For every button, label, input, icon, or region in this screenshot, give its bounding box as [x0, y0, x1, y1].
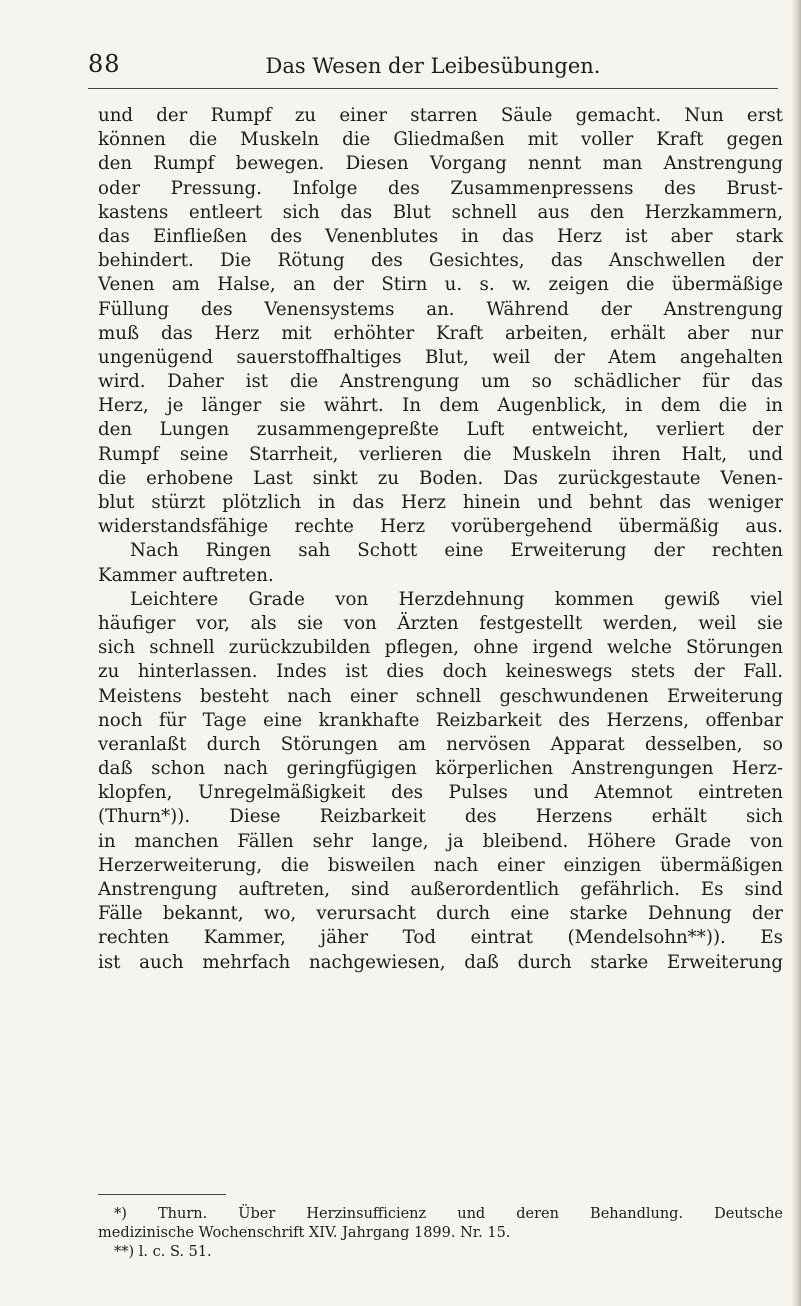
text-line: und der Rumpf zu einer starren Säule gemacht. Nun erst	[98, 105, 783, 126]
page-edge-shadow	[791, 0, 801, 1306]
text-line: zu hinterlassen. Indes ist dies doch keineswegs stets der Fall.	[98, 661, 783, 683]
text-line: ist auch mehrfach nachgewiesen, daß durch starke Erweiterung	[98, 951, 783, 973]
text-line: muß das Herz mit erhöhter Kraft arbeiten, erhält aber nur	[98, 322, 783, 344]
header-rule	[88, 88, 778, 89]
text-line: in manchen Fällen sehr lange, ja bleibend. Höhere Grade von	[98, 830, 783, 852]
text-line: klopfen, Unregelmäßigkeit des Pulses und Atemnot eintreten	[98, 782, 783, 804]
text-line: den Lungen zusammengepreßte Luft entweicht, verliert der	[98, 419, 783, 441]
text-line: Fälle bekannt, wo, verursacht durch eine starke Dehnung der	[98, 903, 783, 925]
text-line: Füllung des Venensystems an. Während der Anstrengung	[98, 298, 783, 320]
text-line: den Rumpf bewegen. Diesen Vorgang nennt man Anstrengung	[98, 153, 783, 175]
text-line: noch für Tage eine krankhafte Reizbarkeit des Herzens, offenbar	[98, 709, 783, 731]
text-line: kastens entleert sich das Blut schnell aus den Herzkammern,	[98, 201, 783, 223]
text-line: können die Muskeln die Gliedmaßen mit voller Kraft gegen	[98, 129, 783, 151]
footnote: medizinische Wochenschrift XIV. Jahrgang 1899. Nr. 15.	[98, 1225, 511, 1241]
text-line: veranlaßt durch Störungen am nervösen Apparat desselben, so	[98, 733, 783, 755]
footnote: *) Thurn. Über Herzinsufficienz und deren Behandlung. Deutsche	[114, 1206, 783, 1222]
text-line: sich schnell zurückzubilden pflegen, ohne irgend welche Störungen	[98, 637, 783, 659]
text-line: Meistens besteht nach einer schnell geschwundenen Erweiterung	[98, 685, 783, 707]
text-line: behindert. Die Rötung des Gesichtes, das Anschwellen der	[98, 250, 783, 272]
footnote: **) l. c. S. 51.	[114, 1244, 212, 1260]
text-line: wird. Daher ist die Anstrengung um so schädlicher für das	[98, 371, 783, 393]
page-header	[88, 50, 778, 90]
body-text	[98, 104, 783, 975]
footnotes	[98, 1205, 783, 1262]
text-line: blut stürzt plötzlich in das Herz hinein und behnt das weniger	[98, 492, 783, 513]
text-line: Anstrengung auftreten, sind außerordentlich gefährlich. Es sind	[98, 879, 783, 900]
running-head: Das Wesen der Leibesübungen.	[265, 54, 601, 78]
text-line: Kammer auftreten.	[98, 564, 274, 586]
text-line: Rumpf seine Starrheit, verlieren die Muskeln ihren Halt, und	[98, 443, 783, 465]
text-line: Venen am Halse, an der Stirn u. s. w. zeigen die übermäßige	[98, 274, 783, 296]
text-line: ungenügend sauerstoffhaltiges Blut, weil der Atem angehalten	[98, 346, 783, 368]
text-line: häufiger vor, als sie von Ärzten festgestellt werden, weil sie	[98, 612, 783, 634]
text-line: (Thurn*)). Diese Reizbarkeit des Herzens erhält sich	[98, 806, 783, 828]
text-line: widerstandsfähige rechte Herz vorübergehend übermäßig aus.	[98, 516, 783, 538]
text-line: Herz, je länger sie währt. In dem Augenblick, in dem die in	[98, 395, 783, 417]
text-line: rechten Kammer, jäher Tod eintrat (Mendelsohn**)). Es	[98, 927, 783, 949]
footnote-rule	[98, 1194, 226, 1195]
text-line: Leichtere Grade von Herzdehnung kommen gewiß viel	[130, 588, 783, 610]
text-line: Nach Ringen sah Schott eine Erweiterung der rechten	[130, 540, 783, 562]
text-line: die erhobene Last sinkt zu Boden. Das zurückgestaute Venen-	[98, 467, 783, 489]
text-line: das Einfließen des Venenblutes in das Herz ist aber stark	[98, 225, 783, 247]
text-line: daß schon nach geringfügigen körperlichen Anstrengungen Herz-	[98, 758, 783, 780]
text-line: Herzerweiterung, die bisweilen nach einer einzigen übermäßigen	[98, 854, 783, 876]
page-number: 88	[88, 50, 121, 78]
text-line: oder Pressung. Infolge des Zusammenpressens des Brust-	[98, 177, 783, 199]
